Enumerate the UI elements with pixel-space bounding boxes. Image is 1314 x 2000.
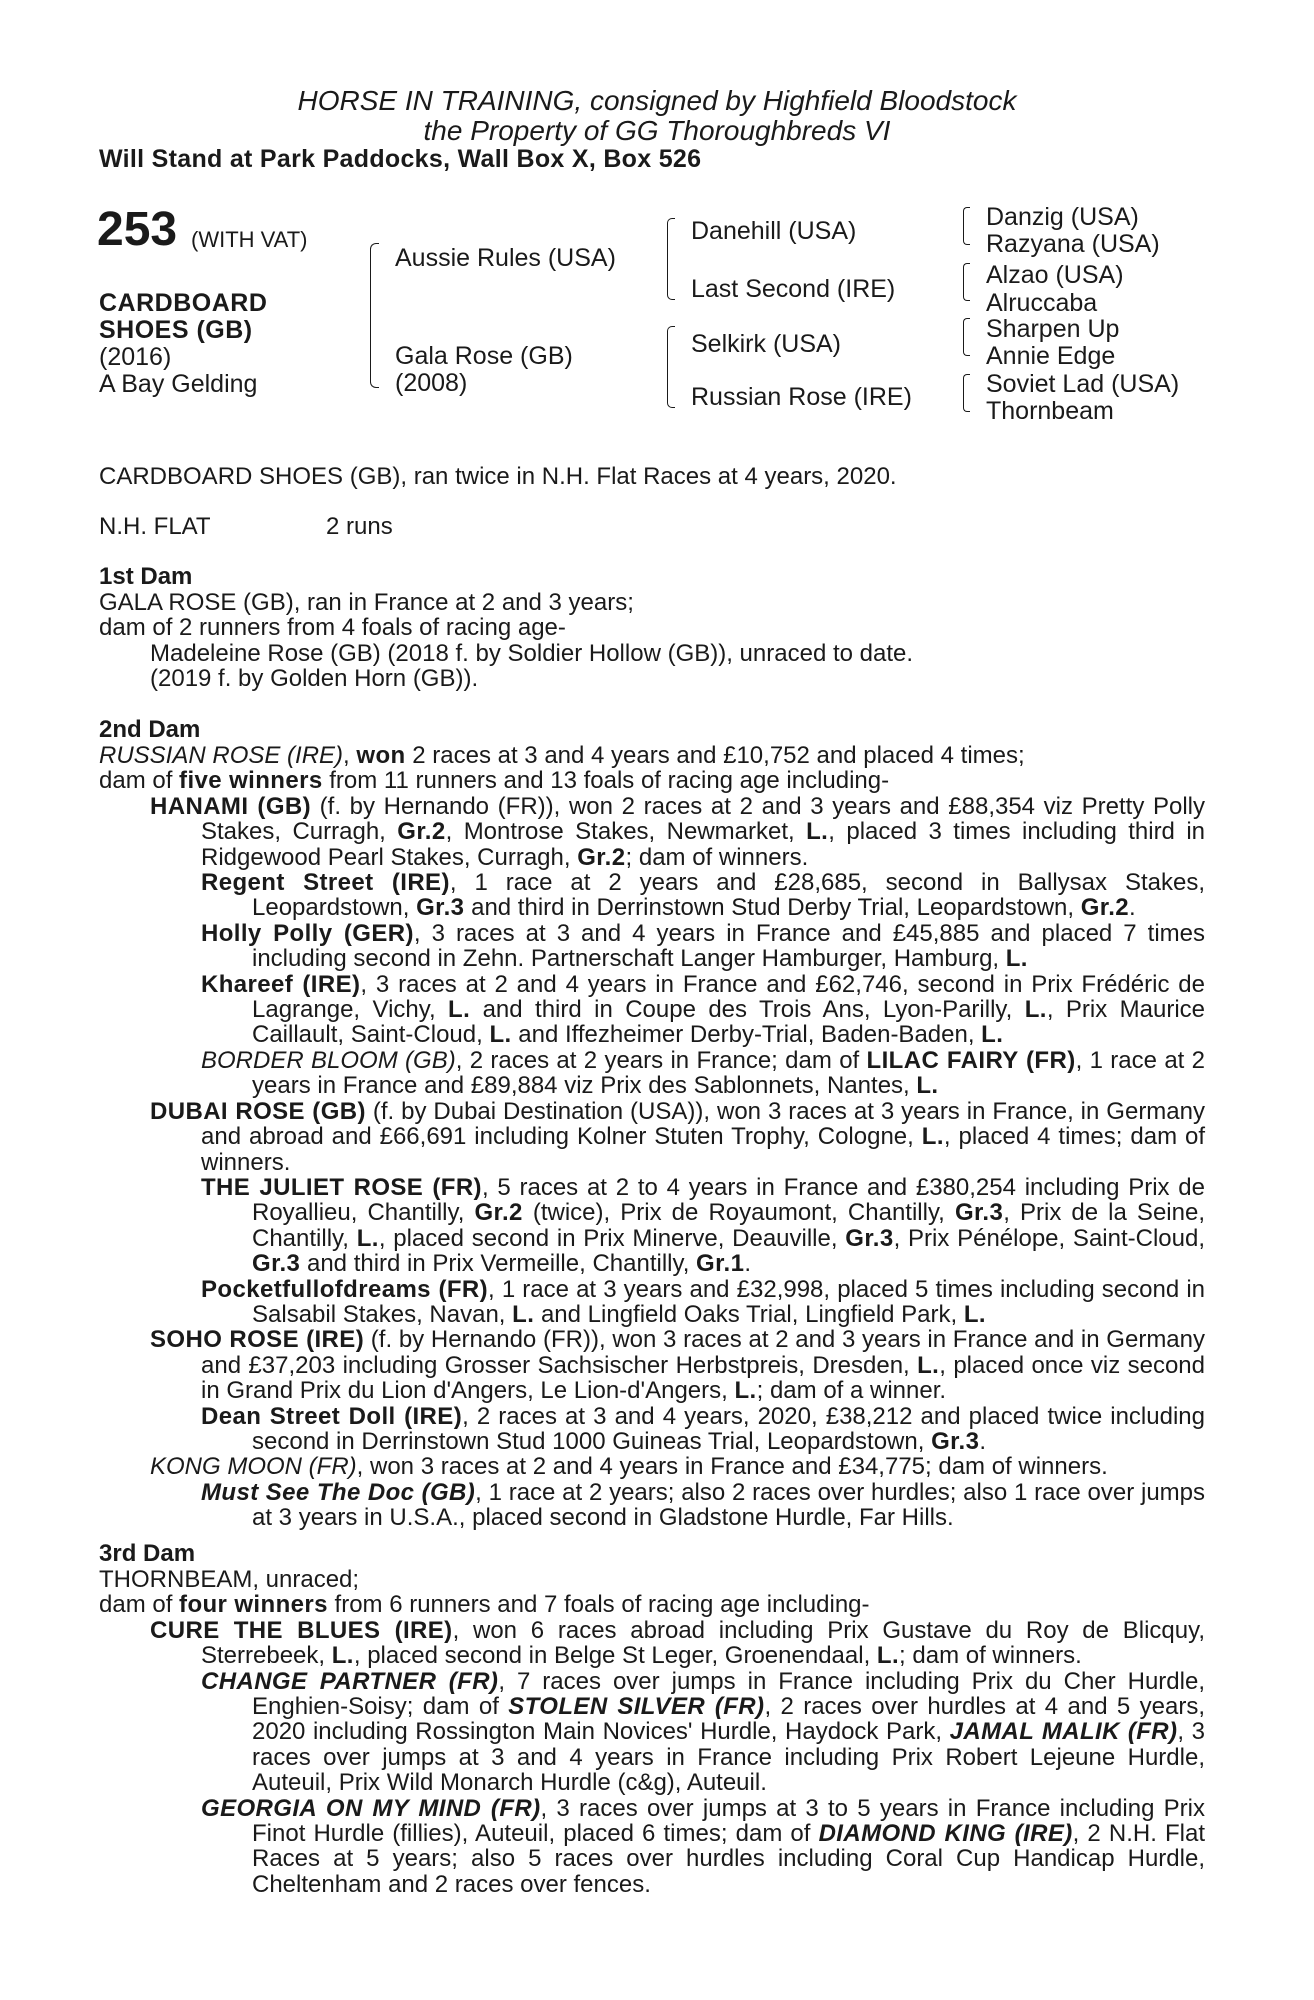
- produce-entry-dubai: [150, 1099, 1205, 1175]
- grade: L.: [356, 1224, 379, 1252]
- produce-entry-cure: [150, 1618, 1205, 1669]
- dam-dam-name: Russian Rose (IRE): [691, 383, 912, 411]
- first-dam-line: GALA ROSE (GB), ran in France at 2 and 3 years;: [99, 589, 634, 616]
- text: .: [979, 1427, 987, 1455]
- text: , Prix Pénélope, Saint-Cloud,: [893, 1224, 1206, 1252]
- text: , 3 races over jumps at 3 to 5 years in France including Prix Finot Hurdle (fillies), Auteuil, placed 6 times; dam of: [252, 1794, 1205, 1848]
- sire-sire-name: Danehill (USA): [691, 217, 857, 245]
- produce-entry-kong: [150, 1454, 1205, 1479]
- record-value: 2 runs: [326, 513, 393, 540]
- ancestor-1: Danzig (USA): [986, 203, 1139, 231]
- text: four winners: [179, 1591, 328, 1619]
- text: , won 6 races abroad including Prix Gustave du Roy de Blicquy, Sterrebeek,: [201, 1616, 1206, 1670]
- grade: L.: [1024, 996, 1047, 1024]
- text: , 1 race at 2 years and £28,685, second in Ballysax Stakes, Leopardstown,: [252, 869, 1205, 922]
- text: ,: [343, 742, 357, 769]
- text: won: [356, 742, 406, 769]
- race-summary: CARDBOARD SHOES (GB), ran twice in N.H. Flat Races at 4 years, 2020.: [99, 463, 897, 490]
- grade: Gr.2: [397, 818, 446, 846]
- text: and third in Prix Vermeille, Chantilly,: [300, 1250, 697, 1278]
- text: , placed second in Prix Minerve, Deauville,: [378, 1224, 846, 1252]
- produce-entry-pocket: [201, 1277, 1205, 1328]
- produce-entry: (2019 f. by Golden Horn (GB)).: [150, 665, 479, 693]
- text: , placed 3 times including third in Ridgewood Pearl Stakes, Curragh,: [201, 818, 1206, 871]
- grade: L.: [916, 1072, 939, 1100]
- grade: L.: [489, 1021, 512, 1049]
- grade: L.: [963, 1300, 986, 1328]
- text: (twice), Prix de Royaumont, Chantilly,: [522, 1199, 955, 1227]
- third-dam-heading: 3rd Dam: [99, 1540, 196, 1567]
- grade: Gr.2: [577, 843, 626, 871]
- first-dam-section: [99, 564, 1205, 692]
- text: , 2 N.H. Flat Races at 5 years; also 5 races over hurdles including Coral Cup Handicap Hurdle, Cheltenham and 2 races over fences.: [252, 1820, 1205, 1898]
- horse-name: SOHO ROSE (IRE): [150, 1326, 365, 1354]
- horse-name: JAMAL MALIK (FR): [949, 1718, 1178, 1746]
- horse-name: THE JULIET ROSE (FR): [201, 1173, 482, 1201]
- produce-entry-border: [201, 1048, 1205, 1099]
- grade: Gr.3: [845, 1224, 894, 1252]
- ancestor-5: Sharpen Up: [986, 315, 1120, 343]
- horse-name: Dean Street Doll (IRE): [201, 1402, 463, 1430]
- ancestor-3: Alzao (USA): [986, 261, 1124, 289]
- text: from 6 runners and 7 foals of racing age including-: [327, 1591, 870, 1619]
- produce-entry-dean: [201, 1404, 1205, 1455]
- horse-name-line1: CARDBOARD: [99, 289, 268, 317]
- text: , 7 races over jumps in France including Prix du Cher Hurdle, Enghien-Soisy; dam of: [252, 1667, 1205, 1721]
- horse-name: GEORGIA ON MY MIND (FR): [201, 1794, 541, 1822]
- sire-dam-name: Last Second (IRE): [691, 275, 896, 303]
- horse-name: CURE THE BLUES (IRE): [150, 1616, 453, 1644]
- produce-entry-georgia: [201, 1796, 1205, 1898]
- text: .: [744, 1250, 752, 1278]
- third-dam-section: [99, 1541, 1205, 1897]
- grade: L.: [734, 1377, 757, 1405]
- horse-name: KONG MOON (FR): [150, 1453, 357, 1481]
- horse-name: Pocketfullofdreams (FR): [201, 1275, 489, 1303]
- text: and third in Derrinstown Stud Derby Trial, Leopardstown,: [464, 894, 1081, 922]
- text: and Lingfield Oaks Trial, Lingfield Park,: [534, 1300, 964, 1328]
- horse-name: CHANGE PARTNER (FR): [201, 1667, 499, 1695]
- text: ; dam of winners.: [625, 843, 809, 871]
- produce-entry-khareef: [201, 972, 1205, 1048]
- horse-name: DIAMOND KING (IRE): [818, 1820, 1073, 1848]
- horse-name: Regent Street (IRE): [201, 869, 450, 897]
- grade: L.: [806, 818, 829, 846]
- text: and third in Coupe des Trois Ans, Lyon-Parilly,: [470, 996, 1025, 1024]
- grade: Gr.3: [931, 1427, 980, 1455]
- text: , 1 race at 2 years in France and £89,884 viz Prix des Sablonnets, Nantes,: [252, 1046, 1206, 1100]
- produce-entry-regent: [201, 870, 1205, 921]
- ancestor-4: Alruccaba: [986, 289, 1098, 317]
- text: , won 3 races at 2 and 4 years in France and £34,775; dam of winners.: [356, 1453, 1108, 1481]
- produce-entry-change: [201, 1669, 1205, 1796]
- text: , 2 races at 2 years in France; dam of: [455, 1046, 867, 1074]
- text: , placed second in Belge St Leger, Groenendaal,: [353, 1642, 877, 1670]
- record-label: N.H. FLAT: [99, 513, 211, 540]
- pedigree-brace-dam: [667, 326, 675, 408]
- text: , Prix de la Seine, Chantilly,: [252, 1199, 1205, 1252]
- pedigree-brace-g2: [963, 263, 970, 301]
- grade: L.: [917, 1351, 940, 1379]
- text: five winners: [179, 767, 323, 795]
- horse-name: Khareef (IRE): [201, 970, 361, 998]
- text: ; dam of a winner.: [756, 1377, 947, 1405]
- text: from 11 runners and 13 foals of racing age including-: [322, 767, 890, 795]
- horse-description: A Bay Gelding: [99, 370, 258, 398]
- text: dam of: [99, 1591, 180, 1619]
- grade: L.: [921, 1123, 944, 1151]
- text: , 1 race at 2 years; also 2 races over hurdles; also 1 race over jumps at 3 years in U.S.A., placed second in Gladstone Hurdle, Far Hills.: [252, 1478, 1206, 1532]
- stand-location: Will Stand at Park Paddocks, Wall Box X, Box 526: [99, 145, 702, 173]
- third-dam-produce: [99, 1592, 1205, 1617]
- first-dam-heading: 1st Dam: [99, 563, 193, 590]
- grade: Gr.3: [954, 1199, 1004, 1227]
- third-dam-line: THORNBEAM, unraced;: [99, 1566, 360, 1593]
- ancestor-2: Razyana (USA): [986, 230, 1160, 258]
- grade: L.: [876, 1642, 900, 1670]
- ancestor-7: Soviet Lad (USA): [986, 370, 1180, 398]
- produce-entry-holly: [201, 921, 1205, 972]
- text: , Prix Maurice Caillault, Saint-Cloud,: [252, 996, 1206, 1049]
- second-dam-produce: [99, 768, 1205, 793]
- horse-name: Must See The Doc (GB): [201, 1478, 476, 1506]
- dam-sire-name: Selkirk (USA): [691, 330, 842, 358]
- produce-entry-juliet: [201, 1175, 1205, 1277]
- second-dam-intro: [99, 743, 1205, 768]
- first-dam-produce-line: dam of 2 runners from 4 foals of racing age-: [99, 614, 566, 642]
- produce-entry-must: [201, 1480, 1205, 1531]
- pedigree-brace-g4: [963, 374, 970, 412]
- grade: L.: [448, 996, 471, 1024]
- produce-entry-hanami: [150, 794, 1205, 870]
- text: , 3 races at 2 and 4 years in France and £62,746, second in Prix Frédéric de Lagrange, Vichy,: [252, 970, 1205, 1024]
- text: ; dam of winners.: [899, 1642, 1082, 1670]
- grade: Gr.2: [1080, 894, 1130, 922]
- grade: Gr.3: [252, 1250, 301, 1278]
- sire-name: Aussie Rules (USA): [395, 244, 616, 272]
- pedigree-brace-g3: [963, 318, 970, 356]
- text: (f. by Dubai Destination (USA)), won 3 races at 3 years in France, in Germany and abroad and £66,691 including Kolner Stuten Trophy, Cologne,: [201, 1097, 1205, 1151]
- text: , 1 race at 3 years and £32,998, placed 5 times including second in Salsabil Stakes, Navan,: [252, 1275, 1205, 1328]
- text: , Montrose Stakes, Newmarket,: [445, 818, 807, 846]
- horse-name: HANAMI (GB): [150, 792, 312, 820]
- pedigree-brace-g1: [963, 207, 970, 245]
- horse-name: Holly Polly (GER): [201, 919, 414, 947]
- foaling-year: (2016): [99, 343, 172, 371]
- grade: Gr.3: [416, 894, 465, 922]
- lot-number: 253: [97, 203, 178, 256]
- ancestor-6: Annie Edge: [986, 342, 1116, 370]
- ancestor-8: Thornbeam: [986, 397, 1114, 425]
- text: .: [1129, 894, 1136, 922]
- consignment-title: HORSE IN TRAINING, consigned by Highfield Bloodstock: [297, 85, 1017, 116]
- text: 2 races at 3 and 4 years and £10,752 and placed 4 times;: [405, 742, 1025, 769]
- dam-name: Gala Rose (GB): [395, 342, 573, 370]
- horse-name: BORDER BLOOM (GB): [201, 1046, 456, 1074]
- produce-entry-soho: [150, 1327, 1205, 1403]
- horse-name: DUBAI ROSE (GB): [150, 1097, 366, 1125]
- grade: L.: [331, 1642, 354, 1670]
- horse-name: LILAC FAIRY (FR): [866, 1046, 1076, 1074]
- dam-name: RUSSIAN ROSE (IRE): [99, 742, 344, 769]
- text: (f. by Hernando (FR)), won 3 races at 2 and 3 years in France and in Germany and £37,203 including Grosser Sachsischer Herbstpreis, Dresden,: [201, 1326, 1205, 1379]
- grade: Gr.1: [696, 1250, 745, 1278]
- pedigree-brace-main: [370, 243, 379, 388]
- text: , 3 races over jumps at 3 and 4 years in France including Prix Robert Lejeune Hurdle, Auteuil, Prix Wild Monarch Hurdle (c&g), Auteuil.: [252, 1718, 1205, 1797]
- grade: L.: [981, 1021, 1004, 1049]
- text: (f. by Hernando (FR)), won 2 races at 2 and 3 years and £88,354 viz Pretty Polly Stakes, Curragh,: [201, 792, 1205, 846]
- grade: Gr.2: [474, 1199, 523, 1227]
- produce-entry: Madeleine Rose (GB) (2018 f. by Soldier Hollow (GB)), unraced to date.: [150, 639, 914, 667]
- grade: L.: [512, 1300, 535, 1328]
- horse-name-line2: SHOES (GB): [99, 316, 253, 344]
- second-dam-section: [99, 717, 1205, 1531]
- property-of-line: the Property of GG Thoroughbreds VI: [423, 115, 891, 146]
- text: , 2 races at 3 and 4 years, 2020, £38,212 and placed twice including second in Derrinstown Stud 1000 Guineas Trial, Leopardstown,: [252, 1402, 1205, 1455]
- second-dam-heading: 2nd Dam: [99, 716, 201, 743]
- dam-year: (2008): [395, 369, 468, 397]
- text: , 2 races over hurdles at 4 and 5 years, 2020 including Rossington Main Novices' Hurdle, Haydock Park,: [252, 1693, 1205, 1746]
- text: , placed 4 times; dam of winners.: [201, 1123, 1206, 1176]
- text: , 5 races at 2 to 4 years in France and £380,254 including Prix de Royallieu, Chantilly,: [252, 1173, 1206, 1227]
- pedigree-brace-sire: [667, 218, 675, 300]
- text: and Iffezheimer Derby-Trial, Baden-Baden,: [511, 1021, 982, 1049]
- horse-name: STOLEN SILVER (FR): [508, 1693, 765, 1721]
- vat-note: (WITH VAT): [191, 227, 308, 252]
- text: , 3 races at 3 and 4 years in France and £45,885 and placed 7 times including second in Zehn. Partnerschaft Langer Hamburger, Hamburg,: [252, 919, 1205, 973]
- text: dam of: [99, 767, 180, 795]
- text: , placed once viz second in Grand Prix du Lion d'Angers, Le Lion-d'Angers,: [201, 1351, 1205, 1405]
- grade: L.: [1005, 945, 1028, 973]
